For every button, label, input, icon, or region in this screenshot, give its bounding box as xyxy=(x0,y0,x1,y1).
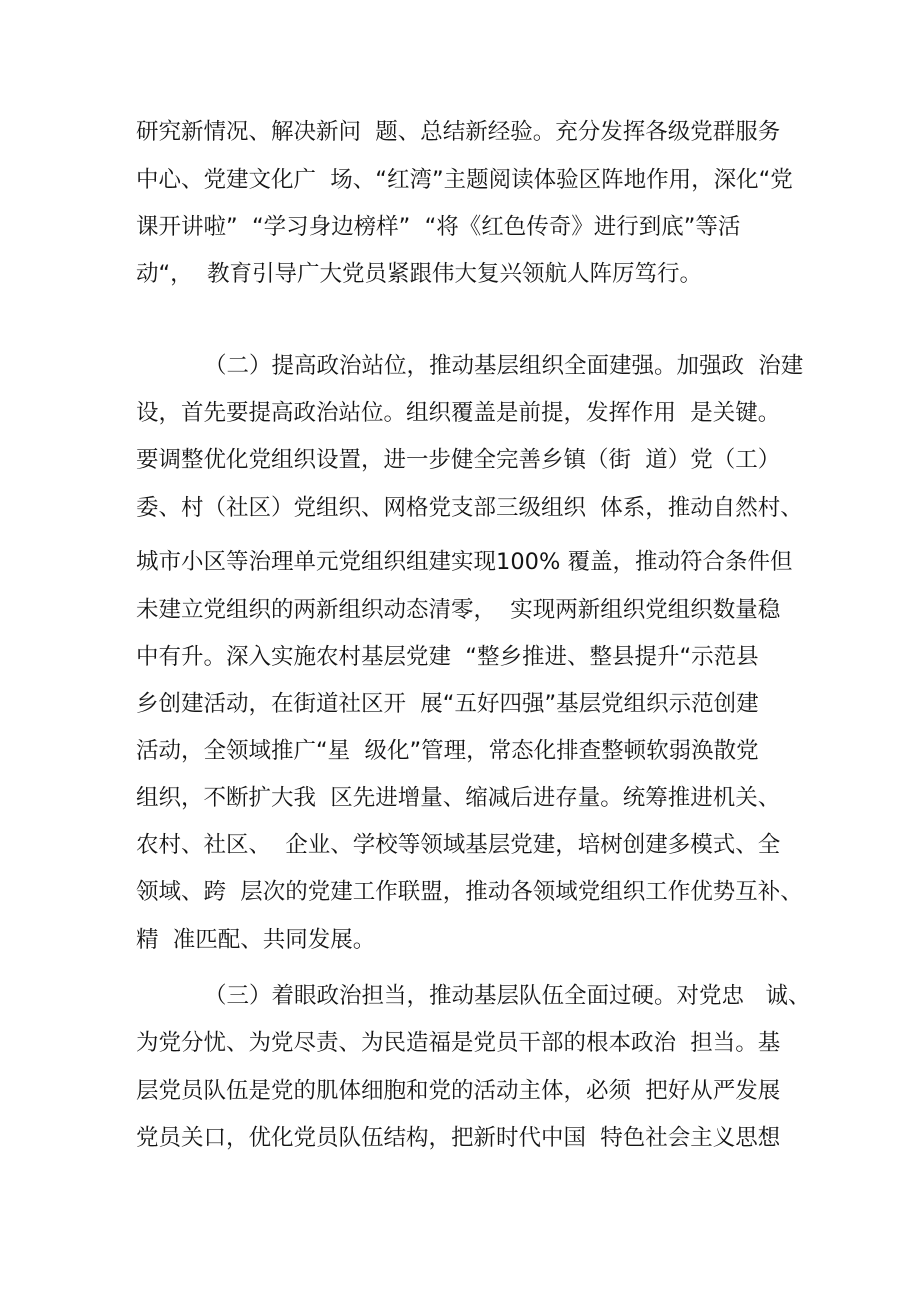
text-line: 委、村（社区）党组织、网格党支部三级组织 体系，推动自然村、 xyxy=(136,495,803,521)
text-line: 乡创建活动，在街道社区开 展“五好四强”基层党组织示范创建 xyxy=(136,691,759,717)
text-line: （三）着眼政治担当，推动基层队伍全面过硬。对党忠 诚、 xyxy=(204,983,811,1009)
text-line: 活动，全领域推广“星 级化”管理，常态化排查整顿软弱涣散党 xyxy=(136,738,759,764)
text-line: 党员关口，优化党员队伍结构，把新时代中国 特色社会主义思想 xyxy=(136,1125,781,1151)
text-line: 组织，不断扩大我 区先进增量、缩减后进存量。统筹推进机关、 xyxy=(136,785,781,811)
text-line: 农村、社区、 企业、学校等领域基层党建，培树创建多模式、全 xyxy=(136,832,781,858)
text-line: 城市小区等治理单元党组织组建实现100% 覆盖，推动符合条件但 xyxy=(136,549,793,575)
text-line: 精 准匹配、共同发展。 xyxy=(136,927,376,953)
text-line: （二）提高政治站位，推动基层组织全面建强。加强政 治建 xyxy=(204,353,804,379)
text-line: 领域、跨 层次的党建工作联盟，推动各领域党组织工作优势互补、 xyxy=(136,879,803,905)
text-line: 设，首先要提高政治站位。组织覆盖是前提，发挥作用 是关键。 xyxy=(136,400,781,426)
text-line: 研究新情况、解决新问 题、总结新经验。充分发挥各级党群服务 xyxy=(136,119,781,145)
text-line: 动“， 教育引导广大党员紧跟伟大复兴领航人阵厉笃行。 xyxy=(136,261,702,287)
text-line: 未建立党组织的两新组织动态清零， 实现两新组织党组织数量稳 xyxy=(136,597,781,623)
text-line: 中心、党建文化广 场、“红湾”主题阅读体验区阵地作用，深化“党 xyxy=(136,167,793,193)
text-line: 要调整优化党组织设置，进一步健全完善乡镇（街 道）党（工） xyxy=(136,447,781,473)
text-line: 课开讲啦” “学习身边榜样” “将《红色传奇》进行到底”等活 xyxy=(136,214,741,240)
text-line: 层党员队伍是党的肌体细胞和党的活动主体，必须 把好从严发展 xyxy=(136,1078,781,1104)
text-line: 中有升。深入实施农村基层党建 “整乡推进、整县提升“示范县 xyxy=(136,644,759,670)
text-line: 为党分忧、为党尽责、为民造福是党员干部的根本政治 担当。基 xyxy=(136,1030,781,1056)
